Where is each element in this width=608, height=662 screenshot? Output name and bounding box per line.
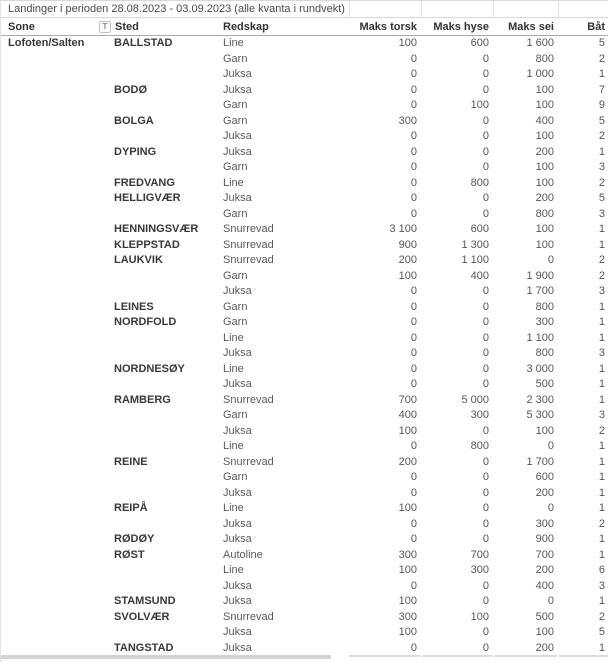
cell-maks-hyse: 0	[482, 626, 489, 638]
table-row	[1, 548, 608, 564]
table-body	[1, 36, 608, 656]
cell-maks-hyse: 0	[482, 161, 489, 173]
table-row	[1, 486, 608, 502]
cell-maks-sei: 1 600	[526, 37, 554, 49]
cell-bat: 1	[598, 641, 605, 654]
cell-redskap: Snurrevad	[223, 238, 274, 251]
cell-maks-torsk: 0	[410, 347, 417, 359]
column-header-sted-label: Sted	[115, 20, 139, 33]
cell-maks-sei: 100	[535, 161, 554, 173]
column-header-maks-torsk[interactable]: Maks torsk	[359, 20, 417, 33]
cell-maks-sei: 0	[547, 502, 554, 514]
cell-maks-hyse: 0	[482, 471, 489, 483]
cell-bat: 1	[598, 548, 605, 561]
cell-maks-sei: 100	[535, 238, 554, 251]
cell-bat: 1	[598, 533, 605, 545]
cell-redskap: Line	[223, 440, 244, 452]
cell-bat: 1	[598, 393, 605, 406]
cell-maks-hyse: 700	[470, 548, 489, 561]
cell-maks-torsk: 0	[410, 52, 417, 65]
cell-redskap: Garn	[223, 161, 248, 173]
cell-bat: 2	[598, 424, 605, 437]
cell-maks-hyse: 400	[470, 269, 489, 282]
cell-bat: 5	[598, 114, 605, 127]
cell-sted: LAUKVIK	[114, 254, 163, 266]
cell-bat: 3	[598, 207, 605, 220]
cell-maks-hyse: 300	[470, 409, 489, 421]
cell-bat: 1	[598, 378, 605, 390]
cell-maks-sei: 200	[535, 564, 554, 576]
cell-bat: 1	[598, 145, 605, 158]
cell-maks-torsk: 0	[410, 579, 417, 592]
table-row	[1, 129, 608, 145]
cell-maks-hyse: 0	[482, 331, 489, 344]
cell-redskap: Juksa	[223, 285, 252, 297]
cell-maks-hyse: 100	[470, 99, 489, 111]
cell-maks-torsk: 900	[398, 238, 417, 251]
cell-maks-sei: 100	[535, 424, 554, 437]
cell-redskap: Autoline	[223, 548, 263, 561]
cell-maks-sei: 1 000	[526, 68, 554, 80]
cell-maks-torsk: 700	[398, 393, 417, 406]
cell-redskap: Garn	[223, 269, 248, 282]
cell-bat: 7	[598, 83, 605, 96]
cell-maks-hyse: 0	[482, 145, 489, 158]
cell-redskap: Juksa	[223, 486, 252, 499]
cell-maks-sei: 100	[535, 176, 554, 189]
cell-bat: 2	[598, 176, 605, 189]
table-row	[1, 501, 608, 517]
cell-maks-torsk: 0	[410, 161, 417, 173]
cell-maks-torsk: 0	[410, 471, 417, 483]
cell-sted: LEINES	[114, 300, 154, 313]
cell-maks-hyse: 0	[482, 362, 489, 375]
cell-maks-torsk: 100	[398, 269, 417, 282]
cell-maks-sei: 800	[535, 347, 554, 359]
table-row	[1, 269, 608, 285]
table-row	[1, 393, 608, 409]
cell-maks-hyse: 0	[482, 130, 489, 142]
cell-sted: RAMBERG	[114, 393, 171, 406]
cutoff-segment	[422, 655, 492, 657]
cell-redskap: Juksa	[223, 641, 252, 654]
cell-redskap: Line	[223, 37, 244, 49]
table-row	[1, 594, 608, 610]
cell-maks-sei: 700	[535, 548, 554, 561]
cell-maks-sei: 1 900	[526, 269, 554, 282]
cell-bat: 1	[598, 331, 605, 344]
report-title: Landinger i perioden 28.08.2023 - 03.09.2023 (alle kvanta i rundvekt)	[8, 3, 345, 15]
cell-maks-hyse: 300	[470, 564, 489, 576]
report-title-row	[1, 1, 608, 18]
cell-bat: 5	[598, 37, 605, 49]
cell-redskap: Garn	[223, 409, 248, 421]
cell-maks-torsk: 300	[398, 114, 417, 127]
cell-redskap: Juksa	[223, 424, 252, 437]
next-row-cutoff-strip	[1, 655, 608, 662]
cell-redskap: Garn	[223, 99, 248, 111]
cell-maks-sei: 0	[547, 440, 554, 452]
cell-maks-hyse: 0	[482, 502, 489, 514]
cell-redskap: Garn	[223, 471, 248, 483]
table-row	[1, 532, 608, 548]
table-header-row	[1, 18, 608, 36]
cell-maks-sei: 100	[535, 626, 554, 638]
cell-maks-hyse: 0	[482, 424, 489, 437]
cell-sone: Lofoten/Salten	[8, 37, 85, 49]
column-header-sone[interactable]: Sone	[8, 20, 35, 33]
cell-bat: 1	[598, 440, 605, 452]
cell-bat: 6	[598, 564, 605, 576]
title-spacer-cell	[421, 1, 493, 17]
cell-maks-hyse: 600	[470, 223, 489, 235]
cell-maks-hyse: 1 100	[461, 254, 489, 266]
cell-bat: 1	[598, 471, 605, 483]
cell-bat: 1	[598, 502, 605, 514]
cell-maks-hyse: 0	[482, 207, 489, 220]
cell-maks-torsk: 100	[398, 37, 417, 49]
cutoff-segment	[559, 655, 608, 657]
cell-maks-sei: 200	[535, 192, 554, 204]
cutoff-segment	[494, 655, 557, 657]
table-row	[1, 455, 608, 471]
cell-maks-sei: 1 700	[526, 285, 554, 297]
cell-maks-torsk: 0	[410, 68, 417, 80]
cell-maks-sei: 500	[535, 610, 554, 623]
cell-bat: 3	[598, 285, 605, 297]
cell-redskap: Juksa	[223, 347, 252, 359]
table-row	[1, 52, 608, 68]
cell-sted: BALLSTAD	[114, 37, 173, 49]
cell-maks-hyse: 0	[482, 114, 489, 127]
table-row	[1, 424, 608, 440]
cell-maks-hyse: 5 000	[461, 393, 489, 406]
cell-bat: 1	[598, 595, 605, 607]
table-row	[1, 176, 608, 192]
cell-maks-hyse: 600	[470, 37, 489, 49]
cell-maks-sei: 100	[535, 83, 554, 96]
cell-maks-torsk: 3 100	[389, 223, 417, 235]
column-header-maks-hyse[interactable]: Maks hyse	[433, 20, 489, 33]
table-row	[1, 377, 608, 393]
cell-sted: REIPÅ	[114, 502, 148, 514]
cell-maks-sei: 100	[535, 130, 554, 142]
cell-sted: NORDNESØY	[114, 362, 185, 375]
cell-redskap: Juksa	[223, 595, 252, 607]
cell-sted: FREDVANG	[114, 176, 175, 189]
cell-maks-hyse: 800	[470, 176, 489, 189]
cutoff-segment	[349, 655, 420, 657]
cell-maks-sei: 200	[535, 641, 554, 654]
cell-maks-sei: 5 300	[526, 409, 554, 421]
cell-maks-sei: 1 100	[526, 331, 554, 344]
cell-maks-sei: 1 700	[526, 455, 554, 468]
cell-redskap: Juksa	[223, 192, 252, 204]
cell-maks-torsk: 200	[398, 455, 417, 468]
cell-sted: TANGSTAD	[114, 641, 174, 654]
cell-maks-hyse: 0	[482, 641, 489, 654]
cell-maks-sei: 100	[535, 99, 554, 111]
cell-maks-sei: 400	[535, 579, 554, 592]
cell-sted: HELLIGVÆR	[114, 192, 181, 204]
cell-maks-hyse: 100	[470, 610, 489, 623]
cell-maks-hyse: 0	[482, 533, 489, 545]
table-row	[1, 114, 608, 130]
column-header-redskap[interactable]: Redskap	[223, 20, 269, 33]
table-row	[1, 439, 608, 455]
cell-bat: 1	[598, 223, 605, 235]
column-header-sted[interactable]	[97, 21, 216, 33]
cell-maks-torsk: 0	[410, 641, 417, 654]
title-spacer-cell	[558, 1, 608, 17]
cell-maks-sei: 0	[547, 254, 554, 266]
table-row	[1, 36, 608, 52]
cell-bat: 1	[598, 362, 605, 375]
cell-redskap: Juksa	[223, 83, 252, 96]
cell-maks-hyse: 1 300	[461, 238, 489, 251]
cell-redskap: Snurrevad	[223, 455, 274, 468]
cell-maks-torsk: 0	[410, 533, 417, 545]
cell-maks-hyse: 0	[482, 378, 489, 390]
cell-redskap: Line	[223, 502, 244, 514]
table-row	[1, 315, 608, 331]
cell-sted: NORDFOLD	[114, 316, 177, 328]
cell-maks-torsk: 0	[410, 130, 417, 142]
cell-redskap: Juksa	[223, 130, 252, 142]
cell-bat: 1	[598, 238, 605, 251]
cell-maks-torsk: 100	[398, 424, 417, 437]
cell-maks-sei: 300	[535, 316, 554, 328]
cell-bat: 1	[598, 455, 605, 468]
cell-maks-sei: 800	[535, 207, 554, 220]
cell-sted: RØDØY	[114, 533, 155, 545]
cell-redskap: Garn	[223, 114, 248, 127]
cell-bat: 3	[598, 409, 605, 421]
cell-maks-torsk: 0	[410, 192, 417, 204]
table-row	[1, 67, 608, 83]
cell-redskap: Line	[223, 331, 244, 344]
cell-bat: 1	[598, 316, 605, 328]
table-row	[1, 83, 608, 99]
cell-bat: 2	[598, 130, 605, 142]
cell-maks-hyse: 0	[482, 347, 489, 359]
cell-redskap: Line	[223, 564, 244, 576]
title-spacer-cell	[493, 1, 558, 17]
table-row	[1, 470, 608, 486]
cell-maks-torsk: 300	[398, 610, 417, 623]
cell-bat: 3	[598, 161, 605, 173]
cell-maks-torsk: 0	[410, 331, 417, 344]
cell-bat: 5	[598, 626, 605, 638]
table-row	[1, 517, 608, 533]
cell-maks-hyse: 0	[482, 52, 489, 65]
table-row	[1, 563, 608, 579]
cell-maks-torsk: 400	[398, 409, 417, 421]
cell-sted: BODØ	[114, 83, 147, 96]
cell-maks-torsk: 100	[398, 626, 417, 638]
table-row	[1, 98, 608, 114]
cell-maks-torsk: 0	[410, 83, 417, 96]
cell-maks-sei: 2 300	[526, 393, 554, 406]
cell-redskap: Snurrevad	[223, 254, 274, 266]
column-header-bat[interactable]: Båt	[587, 20, 605, 33]
cell-redskap: Snurrevad	[223, 393, 274, 406]
cell-maks-hyse: 0	[482, 486, 489, 499]
cell-maks-hyse: 0	[482, 579, 489, 592]
cell-bat: 1	[598, 68, 605, 80]
cell-maks-torsk: 100	[398, 502, 417, 514]
cell-bat: 3	[598, 347, 605, 359]
cell-maks-torsk: 300	[398, 548, 417, 561]
table-row	[1, 300, 608, 316]
cell-redskap: Juksa	[223, 68, 252, 80]
cell-sted: KLEPPSTAD	[114, 238, 180, 251]
cell-redskap: Garn	[223, 300, 248, 313]
cell-bat: 2	[598, 610, 605, 623]
cell-maks-hyse: 0	[482, 300, 489, 313]
cell-sted: SVOLVÆR	[114, 610, 170, 623]
cell-maks-torsk: 100	[398, 595, 417, 607]
cell-redskap: Juksa	[223, 378, 252, 390]
table-row	[1, 331, 608, 347]
cutoff-segment	[1, 655, 331, 659]
cell-maks-sei: 900	[535, 533, 554, 545]
filter-icon[interactable]: T	[99, 21, 111, 33]
cell-maks-torsk: 100	[398, 564, 417, 576]
cell-redskap: Juksa	[223, 517, 252, 530]
cell-maks-torsk: 0	[410, 99, 417, 111]
cell-redskap: Juksa	[223, 533, 252, 545]
table-row	[1, 207, 608, 223]
cell-maks-hyse: 0	[482, 595, 489, 607]
cell-redskap: Garn	[223, 52, 248, 65]
cell-maks-hyse: 0	[482, 316, 489, 328]
cell-maks-torsk: 0	[410, 176, 417, 189]
cell-redskap: Garn	[223, 316, 248, 328]
table-row	[1, 408, 608, 424]
cell-bat: 2	[598, 254, 605, 266]
cell-sted: REINE	[114, 455, 148, 468]
cell-maks-sei: 800	[535, 52, 554, 65]
cell-redskap: Juksa	[223, 145, 252, 158]
cell-maks-torsk: 0	[410, 207, 417, 220]
cell-maks-sei: 100	[535, 223, 554, 235]
cell-maks-hyse: 0	[482, 68, 489, 80]
column-header-maks-sei[interactable]: Maks sei	[508, 20, 554, 33]
cell-bat: 2	[598, 517, 605, 530]
cell-redskap: Juksa	[223, 626, 252, 638]
cell-redskap: Snurrevad	[223, 223, 274, 235]
cell-sted: STAMSUND	[114, 595, 176, 607]
cell-maks-sei: 300	[535, 517, 554, 530]
cell-bat: 3	[598, 579, 605, 592]
cell-maks-sei: 600	[535, 471, 554, 483]
cell-maks-torsk: 0	[410, 440, 417, 452]
table-row	[1, 238, 608, 254]
cell-bat: 2	[598, 269, 605, 282]
cell-maks-hyse: 800	[470, 440, 489, 452]
table-row	[1, 145, 608, 161]
cell-redskap: Line	[223, 176, 244, 189]
cell-maks-torsk: 0	[410, 145, 417, 158]
table-row	[1, 579, 608, 595]
cell-maks-sei: 200	[535, 145, 554, 158]
cell-sted: RØST	[114, 548, 145, 561]
cell-maks-hyse: 0	[482, 285, 489, 297]
cell-bat: 5	[598, 192, 605, 204]
cell-maks-sei: 200	[535, 486, 554, 499]
cell-bat: 1	[598, 486, 605, 499]
cell-sted: BOLGA	[114, 114, 154, 127]
cell-bat: 9	[598, 99, 605, 111]
table-row	[1, 362, 608, 378]
cell-sted: DYPING	[114, 145, 157, 158]
cell-maks-torsk: 0	[410, 316, 417, 328]
cell-sted: HENNINGSVÆR	[114, 223, 199, 235]
cell-maks-hyse: 0	[482, 83, 489, 96]
cell-redskap: Juksa	[223, 579, 252, 592]
cell-bat: 1	[598, 300, 605, 313]
table-row	[1, 160, 608, 176]
cell-redskap: Line	[223, 362, 244, 375]
cell-maks-hyse: 0	[482, 517, 489, 530]
table-row	[1, 191, 608, 207]
table-row	[1, 284, 608, 300]
cell-maks-sei: 800	[535, 300, 554, 313]
table-row	[1, 253, 608, 269]
table-row	[1, 346, 608, 362]
table-row	[1, 610, 608, 626]
cell-maks-sei: 400	[535, 114, 554, 127]
cell-maks-torsk: 0	[410, 300, 417, 313]
cell-maks-sei: 3 000	[526, 362, 554, 375]
title-spacer-cell	[349, 1, 421, 17]
cell-maks-sei: 0	[547, 595, 554, 607]
cell-maks-torsk: 0	[410, 378, 417, 390]
cell-maks-sei: 500	[535, 378, 554, 390]
cell-maks-hyse: 0	[482, 192, 489, 204]
cell-maks-torsk: 0	[410, 362, 417, 375]
cell-bat: 2	[598, 52, 605, 65]
cell-maks-torsk: 0	[410, 486, 417, 499]
cell-redskap: Garn	[223, 207, 248, 220]
table-row	[1, 625, 608, 641]
cell-redskap: Snurrevad	[223, 610, 274, 623]
cell-maks-torsk: 200	[398, 254, 417, 266]
table-row	[1, 641, 608, 657]
cell-maks-torsk: 0	[410, 517, 417, 530]
cell-maks-hyse: 0	[482, 455, 489, 468]
table-row	[1, 222, 608, 238]
cell-maks-torsk: 0	[410, 285, 417, 297]
